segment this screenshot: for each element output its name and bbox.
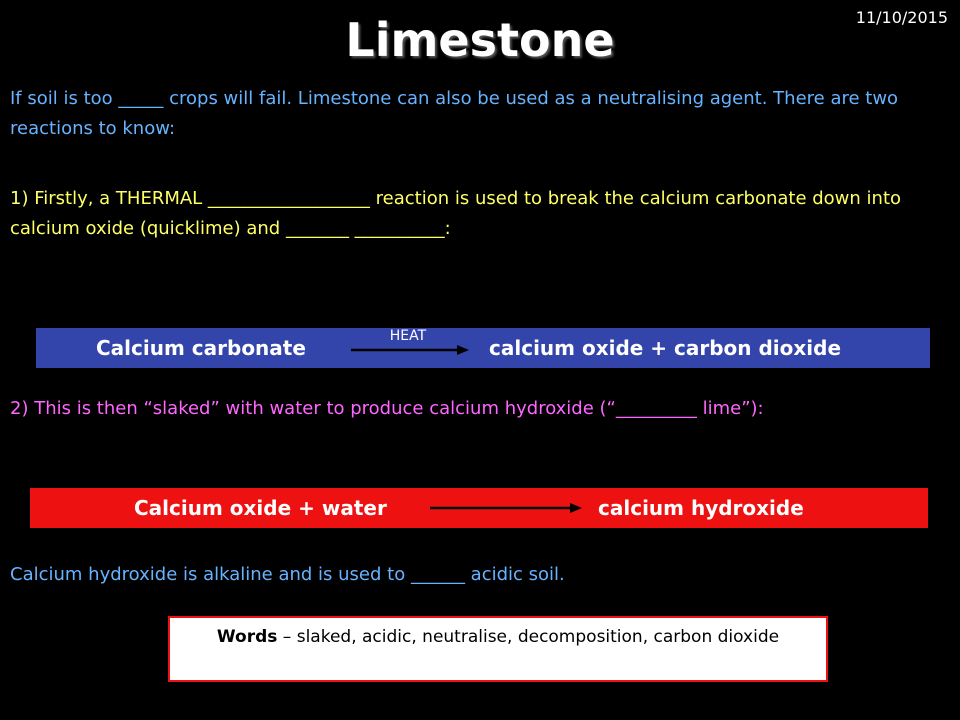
- equation-1-arrow: [345, 328, 471, 368]
- equation-1-product: calcium oxide + carbon dioxide: [489, 336, 842, 360]
- right-arrow-icon: [345, 328, 471, 368]
- equation-2-band: [30, 488, 928, 528]
- equation-1-condition: HEAT: [389, 328, 427, 344]
- word-bank-list: – slaked, acidic, neutralise, decomposition, carbon dioxide: [277, 627, 780, 647]
- step-1-paragraph: 1) Firstly, a THERMAL __________________ reaction is used to break the calcium carbonate down into calcium oxide (quicklime) and _______ __________:: [10, 188, 902, 239]
- equation-2-reactant: Calcium oxide + water: [134, 496, 387, 520]
- equation-1-reactant: Calcium carbonate: [96, 336, 306, 360]
- word-bank-box: [168, 616, 828, 682]
- slide-title: Limestone: [345, 13, 615, 67]
- intro-paragraph: If soil is too _____ crops will fail. Limestone can also be used as a neutralising agent. There are two reactions to know:: [10, 88, 899, 139]
- equation-2-product: calcium hydroxide: [598, 496, 804, 520]
- equation-1-band: [36, 328, 930, 368]
- right-arrow-icon: [428, 488, 584, 528]
- conclusion-paragraph: Calcium hydroxide is alkaline and is used to ______ acidic soil.: [10, 564, 565, 585]
- equation-2-arrow: [428, 488, 584, 528]
- step-2-paragraph: 2) This is then “slaked” with water to produce calcium hydroxide (“_________ lime”):: [10, 398, 764, 419]
- word-bank-label: Words: [216, 627, 278, 647]
- slide-date: 11/10/2015: [855, 8, 948, 27]
